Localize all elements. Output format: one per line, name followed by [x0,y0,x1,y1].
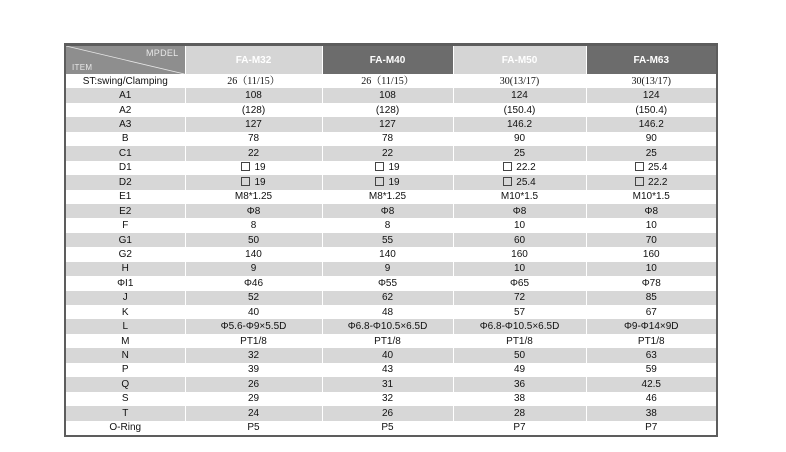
corner-header [66,46,185,74]
table-row [66,319,716,333]
value-cell [586,161,716,175]
square-outline-icon [241,162,250,171]
table-row [66,204,716,218]
value-cell [322,161,453,175]
value-cell: 9 [322,262,453,276]
value-cell: (150.4) [453,103,586,117]
value-cell: 127 [185,117,322,131]
table-row [66,218,716,232]
table-row [66,377,716,391]
value-cell: 10 [586,262,716,276]
header-row [66,46,716,74]
row-item-label: G2 [66,247,185,261]
value-cell: Φ55 [322,276,453,290]
value-cell [185,175,322,189]
value-cell: 25 [453,146,586,160]
value-cell: 140 [185,247,322,261]
value-cell: 78 [185,132,322,146]
value-cell: Φ46 [185,276,322,290]
table-row [66,146,716,160]
table-row [66,161,716,175]
value-cell [322,175,453,189]
value-cell: 42.5 [586,377,716,391]
row-item-label: S [66,392,185,406]
value-cell: (128) [185,103,322,117]
value-cell: 22 [322,146,453,160]
value-cell: 26（11/15） [322,74,453,88]
value-cell: 9 [185,262,322,276]
row-item-label: B [66,132,185,146]
value-cell: P5 [322,421,453,436]
value-cell: 127 [322,117,453,131]
value-text: 19 [388,162,400,174]
value-text: 25.4 [516,176,536,188]
row-item-label: L [66,319,185,333]
value-cell: M10*1.5 [586,190,716,204]
row-item-label: T [66,406,185,420]
value-cell: 62 [322,291,453,305]
value-cell: Φ8 [453,204,586,218]
value-text: 19 [254,162,266,174]
value-cell: 39 [185,363,322,377]
table-row [66,74,716,88]
value-cell: Φ8 [586,204,716,218]
table-row [66,305,716,319]
value-cell: 31 [322,377,453,391]
value-text: 25.4 [648,162,668,174]
value-cell: 72 [453,291,586,305]
value-cell: 67 [586,305,716,319]
table-row [66,233,716,247]
value-cell: Φ8 [185,204,322,218]
table-row [66,262,716,276]
spec-table-body [66,74,716,435]
value-cell: Φ6.8-Φ10.5×6.5D [453,319,586,333]
row-item-label: N [66,348,185,362]
spec-table [66,46,716,435]
row-item-label: G1 [66,233,185,247]
value-cell: 146.2 [586,117,716,131]
row-item-label: A2 [66,103,185,117]
row-item-label: K [66,305,185,319]
row-item-label: A1 [66,88,185,102]
model-header-fa-m32: FA-M32 [185,46,322,74]
table-row [66,291,716,305]
value-cell: 22 [185,146,322,160]
row-item-label: C1 [66,146,185,160]
value-cell: M8*1.25 [322,190,453,204]
value-cell: 10 [586,218,716,232]
value-cell: 108 [185,88,322,102]
value-cell: P7 [453,421,586,436]
value-cell: 36 [453,377,586,391]
value-cell: 8 [185,218,322,232]
value-cell [586,175,716,189]
value-text: 19 [388,176,400,188]
model-header-fa-m50: FA-M50 [453,46,586,74]
square-outline-icon [375,177,384,186]
value-cell: 46 [586,392,716,406]
row-item-label: Q [66,377,185,391]
value-cell: Φ65 [453,276,586,290]
table-row [66,103,716,117]
value-cell: 160 [586,247,716,261]
row-item-label: H [66,262,185,276]
row-item-label: A3 [66,117,185,131]
square-outline-icon [375,162,384,171]
value-cell: P7 [586,421,716,436]
value-cell: 10 [453,218,586,232]
value-text: 19 [254,176,266,188]
value-cell: PT1/8 [185,334,322,348]
row-item-label: ST:swing/Clamping [66,74,185,88]
spec-table-frame [64,43,718,437]
value-cell: 63 [586,348,716,362]
value-cell: 28 [453,406,586,420]
value-cell: M10*1.5 [453,190,586,204]
value-cell: 29 [185,392,322,406]
table-row [66,190,716,204]
value-cell: 25 [586,146,716,160]
row-item-label: D1 [66,161,185,175]
value-cell: Φ6.8-Φ10.5×6.5D [322,319,453,333]
corner-model-label: MPDEL [145,48,179,58]
row-item-label: ΦI1 [66,276,185,290]
value-cell: 85 [586,291,716,305]
value-cell: 30(13/17) [453,74,586,88]
table-row [66,348,716,362]
value-cell: 57 [453,305,586,319]
value-cell: Φ5.6-Φ9×5.5D [185,319,322,333]
value-text: 22.2 [648,176,668,188]
value-cell: PT1/8 [322,334,453,348]
table-row [66,175,716,189]
value-cell: Φ8 [322,204,453,218]
row-item-label: E2 [66,204,185,218]
value-cell: 38 [586,406,716,420]
square-outline-icon [503,177,512,186]
value-cell: 32 [185,348,322,362]
table-row [66,132,716,146]
row-item-label: O-Ring [66,421,185,436]
value-cell: PT1/8 [586,334,716,348]
model-header-fa-m63: FA-M63 [586,46,716,74]
value-cell: 50 [185,233,322,247]
value-cell: 90 [586,132,716,146]
row-item-label: J [66,291,185,305]
row-item-label: M [66,334,185,348]
value-cell: 108 [322,88,453,102]
table-row [66,247,716,261]
square-outline-icon [241,177,250,186]
table-row [66,276,716,290]
value-cell [453,175,586,189]
value-cell: Φ9-Φ14×9D [586,319,716,333]
square-outline-icon [503,162,512,171]
value-cell: Φ78 [586,276,716,290]
table-row [66,406,716,420]
value-cell: 10 [453,262,586,276]
value-cell: 146.2 [453,117,586,131]
value-cell: M8*1.25 [185,190,322,204]
value-cell: 59 [586,363,716,377]
value-cell: 26 [322,406,453,420]
row-item-label: P [66,363,185,377]
value-cell: 90 [453,132,586,146]
value-cell: 124 [586,88,716,102]
value-cell: 40 [322,348,453,362]
value-cell: P5 [185,421,322,436]
table-row [66,421,716,436]
value-cell [185,161,322,175]
square-outline-icon [635,162,644,171]
row-item-label: F [66,218,185,232]
value-cell: 50 [453,348,586,362]
value-cell [453,161,586,175]
value-cell: (150.4) [586,103,716,117]
value-cell: 52 [185,291,322,305]
value-cell: 26（11/15） [185,74,322,88]
corner-item-label: ITEM [72,63,93,72]
square-outline-icon [635,177,644,186]
value-cell: 55 [322,233,453,247]
table-row [66,392,716,406]
table-row [66,117,716,131]
table-row [66,334,716,348]
value-text: 22.2 [516,162,536,174]
value-cell: PT1/8 [453,334,586,348]
value-cell: 38 [453,392,586,406]
value-cell: 40 [185,305,322,319]
model-header-fa-m40: FA-M40 [322,46,453,74]
value-cell: 140 [322,247,453,261]
value-cell: 32 [322,392,453,406]
table-row [66,88,716,102]
value-cell: 8 [322,218,453,232]
row-item-label: D2 [66,175,185,189]
value-cell: 60 [453,233,586,247]
value-cell: 43 [322,363,453,377]
value-cell: 49 [453,363,586,377]
table-row [66,363,716,377]
value-cell: 24 [185,406,322,420]
value-cell: 48 [322,305,453,319]
value-cell: 160 [453,247,586,261]
value-cell: 124 [453,88,586,102]
value-cell: 70 [586,233,716,247]
value-cell: 30(13/17) [586,74,716,88]
value-cell: (128) [322,103,453,117]
value-cell: 78 [322,132,453,146]
value-cell: 26 [185,377,322,391]
row-item-label: E1 [66,190,185,204]
